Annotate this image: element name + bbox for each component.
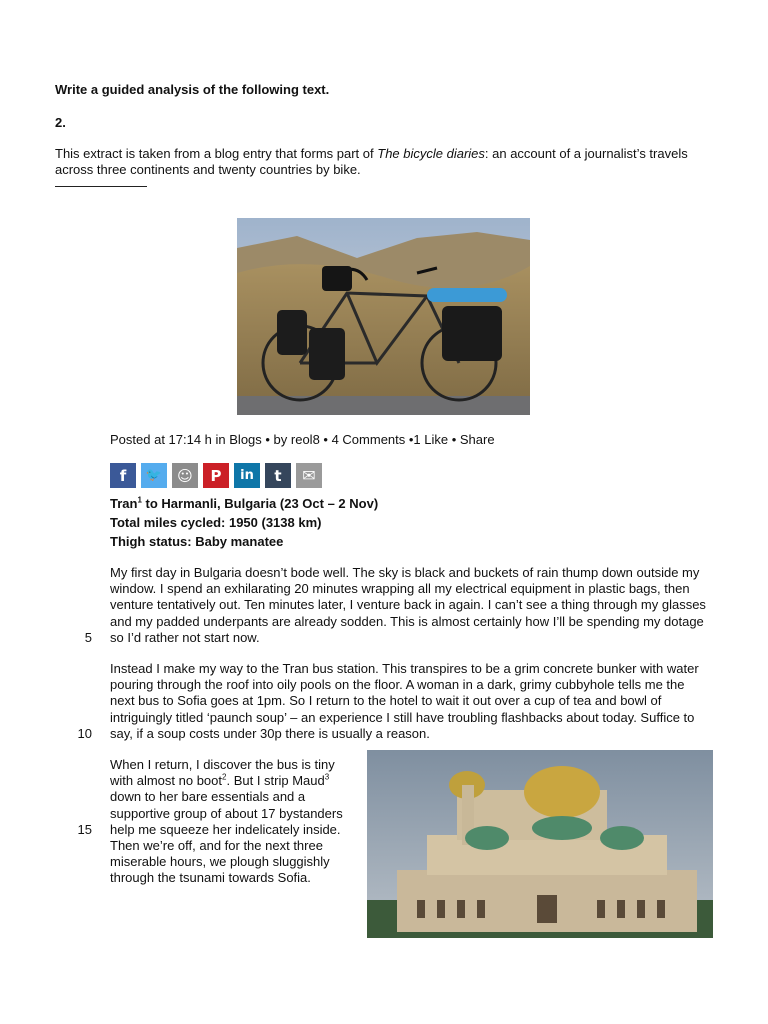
miles-heading: Total miles cycled: 1950 (3138 km) bbox=[110, 515, 322, 530]
paragraph-1: My first day in Bulgaria doesn’t bode well. The sky is black and buckets of rain thump down outside my window. I spend an exhilarating 20 minutes wrapping all my electrical equipment in plastic bags, then venture tentatively out. Ten minutes later, I venture back in again. I can’t see a thing through my glasses and my padded underpants are already sodden. This is almost certainly how I’ll be spending my dotage so I’d rather not start now. bbox=[110, 565, 706, 645]
facebook-icon[interactable]: f bbox=[110, 463, 136, 488]
reddit-icon[interactable]: ☺ bbox=[172, 463, 198, 488]
pinterest-icon[interactable]: P bbox=[203, 463, 229, 488]
post-headings bbox=[110, 494, 378, 551]
question-number: 2. bbox=[55, 115, 66, 130]
linkedin-icon[interactable]: in bbox=[234, 463, 260, 488]
intro-text: This extract is taken from a blog entry that forms part of The bicycle diaries: an account of a journalist’s travels across three continents and twenty countries by bike. bbox=[55, 146, 688, 177]
post-meta: Posted at 17:14 h in Blogs • by reol8 • 4 Comments •1 Like • Share bbox=[110, 432, 495, 447]
route-heading: Tran$^1$ to Harmanli, Bulgaria (23 Oct – 2 Nov) bbox=[110, 495, 379, 511]
line-number: 5 bbox=[84, 630, 92, 645]
divider bbox=[55, 186, 147, 187]
share-bar bbox=[110, 463, 322, 488]
twitter-icon[interactable]: 🐦 bbox=[141, 463, 167, 488]
bicycle-photo bbox=[237, 218, 530, 415]
tumblr-icon[interactable]: t bbox=[265, 463, 291, 488]
cathedral-photo bbox=[367, 750, 713, 938]
paragraph-2: Instead I make my way to the Tran bus station. This transpires to be a grim concrete bunker with water pouring through the roof into oily pools on the floor. A woman in a dark, grimy cubbyhole tells me the next bus to Sofia goes at 1pm. So I return to the hotel to wait it out over a cup of tea and bowl of intriguingly titled ‘paunch soup’ – an experience I still have troubling flashbacks about today. Suffice to say, if a soup costs under 30p there is usually a reason. bbox=[110, 661, 699, 741]
email-icon[interactable]: ✉ bbox=[296, 463, 322, 488]
instruction: Write a guided analysis of the following text. bbox=[55, 82, 330, 97]
thigh-heading: Thigh status: Baby manatee bbox=[110, 534, 284, 549]
line-number: 15 bbox=[77, 822, 92, 837]
book-title: The bicycle diaries bbox=[377, 146, 485, 161]
line-number: 10 bbox=[77, 726, 92, 741]
paragraph-3: When I return, I discover the bus is tiny with almost no boot$^2$. But I strip Maud$^3$ down to her bare essentials and a supportive group of about 17 bystanders help me squeeze her indelicately inside. Then we’re off, and for the next three miserable hours, we plough sluggishly through the tsunami towards Sofia. bbox=[110, 757, 343, 886]
